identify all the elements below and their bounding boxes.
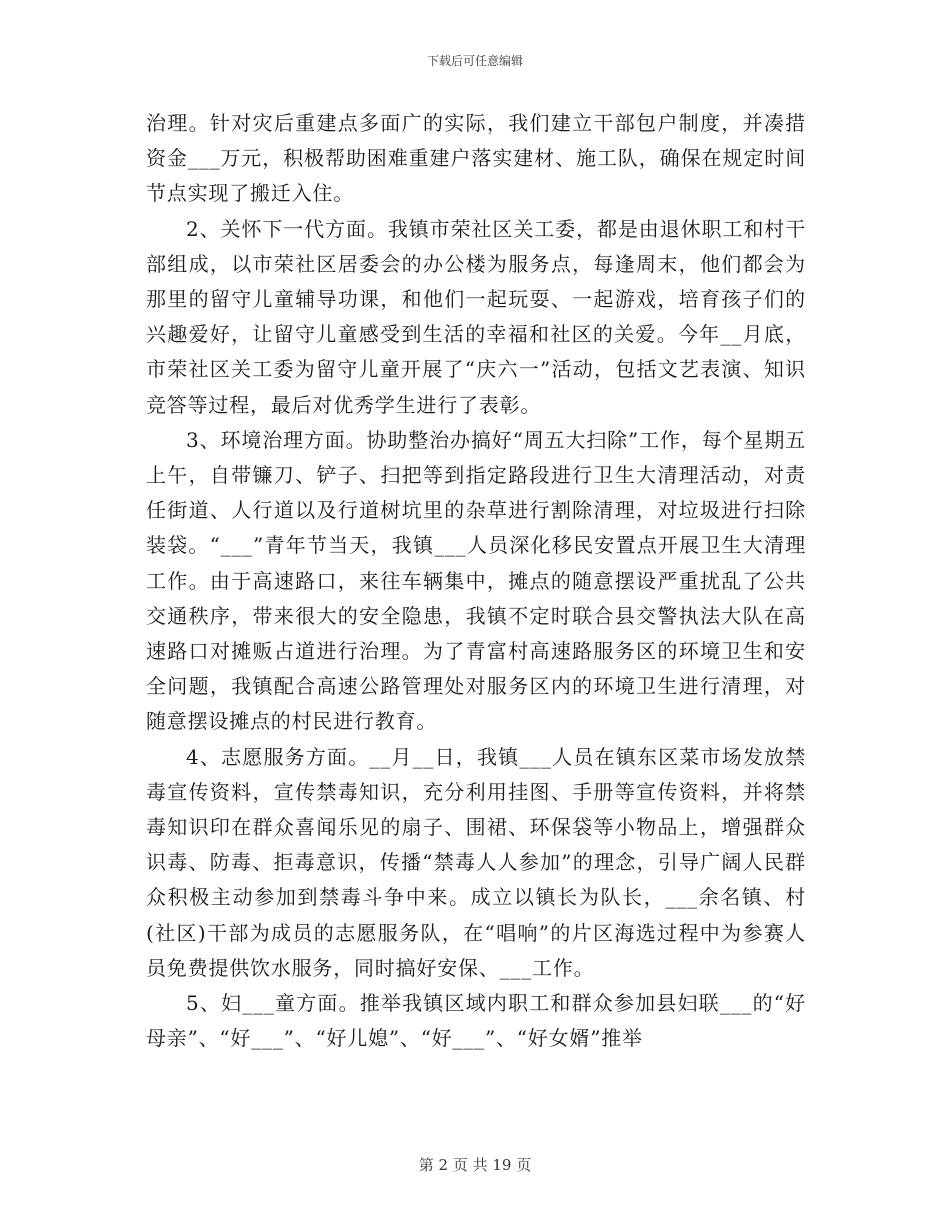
header-note: 下载后可任意编辑 xyxy=(426,54,523,68)
paragraph-1: 治理。针对灾后重建点多面广的实际，我们建立干部包户制度，并凑措资金___万元，积极帮助困难重建户落实建材、施工队，确保在规定时间节点实现了搬迁入住。 xyxy=(146,111,806,206)
page-number-label: 第 2 页 共 19 页 xyxy=(418,1156,532,1174)
document-body xyxy=(146,106,806,1056)
paragraph-2: 2、关怀下一代方面。我镇市荣社区关工委，都是由退休职工和村干部组成，以市荣社区居委会的办公楼为服务点，每逢周末，他们都会为那里的留守儿童辅导功课，和他们一起玩耍、一起游戏，培育孩子们的兴趣爱好，让留守儿童感受到生活的幸福和社区的关爱。今年__月底，市荣社区关工委为留守儿童开展了“庆六一”活动，包括文艺表演、知识竞答等过程，最后对优秀学生进行了表彰。 xyxy=(146,216,806,417)
page-header xyxy=(0,53,950,69)
paragraph-4: 4、志愿服务方面。__月__日，我镇___人员在镇东区菜市场发放禁毒宣传资料，宣传禁毒知识，充分利用挂图、手册等宣传资料，并将禁毒知识印在群众喜闻乐见的扇子、围裙、环保袋等小物品上，增强群众识毒、防毒、拒毒意识，传播“禁毒人人参加”的理念，引导广阔人民群众积极主动参加到禁毒斗争中来。成立以镇长为队长，___余名镇、村(社区)干部为成员的志愿服务队，在“唱响”的片区海选过程中为参赛人员免费提供饮水服务，同时搞好安保、___工作。 xyxy=(146,744,806,980)
paragraph-5: 5、妇___童方面。推举我镇区域内职工和群众参加县妇联___的“好母亲”、“好___”、“好儿媳”、“好___”、“好女婿”推举 xyxy=(146,991,806,1051)
paragraph-3: 3、环境治理方面。协助整治办搞好“周五大扫除”工作，每个星期五上午，自带镰刀、铲子、扫把等到指定路段进行卫生大清理活动，对责任街道、人行道以及行道树坑里的杂草进行割除清理，对垃圾进行扫除装袋。“___”青年节当天，我镇___人员深化移民安置点开展卫生大清理工作。由于高速路口，来往车辆集中，摊点的随意摆设严重扰乱了公共交通秩序，带来很大的安全隐患，我镇不定时联合县交警执法大队在高速路口对摊贩占道进行治理。为了青富村高速路服务区的环境卫生和安全问题，我镇配合高速公路管理处对服务区内的环境卫生进行清理，对随意摆设摊点的村民进行教育。 xyxy=(146,427,806,734)
page-footer xyxy=(0,1155,950,1175)
